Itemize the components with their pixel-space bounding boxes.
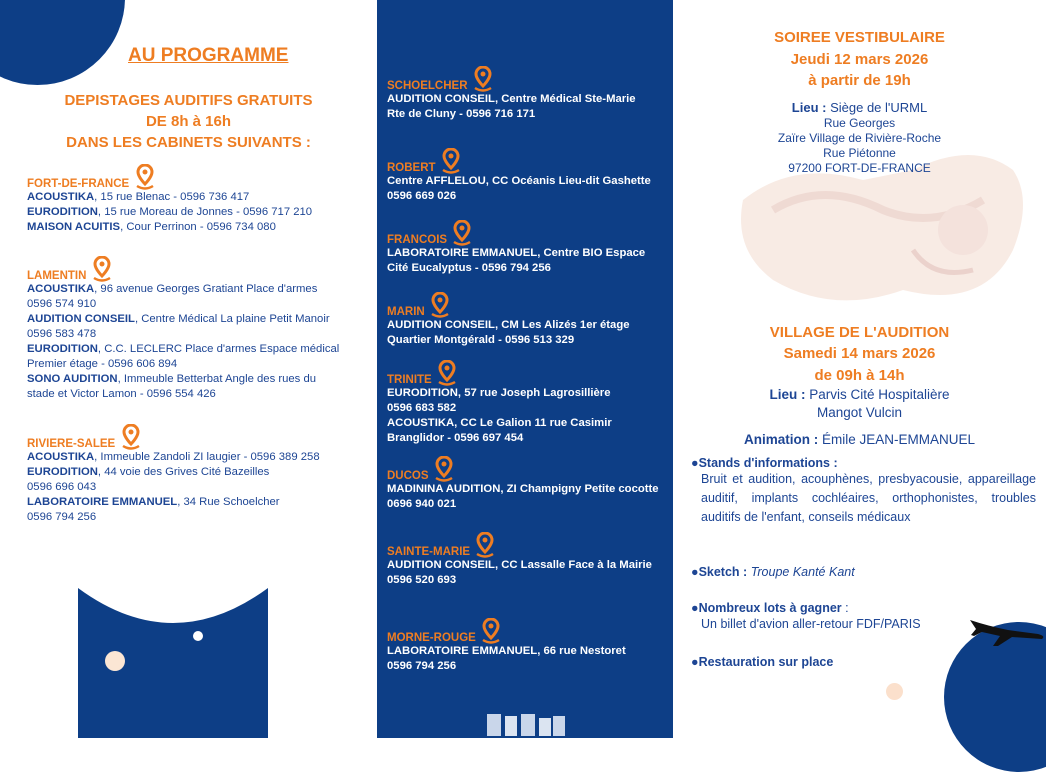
city-heading: [27, 424, 367, 450]
city-name: MORNE-ROUGE: [387, 632, 476, 644]
left-panel: [0, 0, 377, 738]
village-lieu-line2: Mangot Vulcin: [816, 405, 903, 420]
soiree-address-3: Rue Piétonne: [823, 146, 896, 160]
bullet-lots: ●Nombreux lots à gagner : Un billet d'avion aller-retour FDF/PARIS: [691, 601, 1036, 634]
city-heading: [27, 256, 367, 282]
decorative-shape: [78, 588, 268, 738]
list-item: ACOUSTIKA, 15 rue Blenac - 0596 736 417: [27, 191, 250, 203]
city-block-sainte-marie: [387, 532, 672, 588]
village-time: de 09h à 14h: [814, 367, 905, 384]
bullet-sketch: ●Sketch : Troupe Kanté Kant: [691, 565, 855, 579]
list-item: EURODITION, 44 voie des Grives Cité Bazeilles 0596 696 043: [27, 466, 270, 493]
subtitle-line-1: DEPISTAGES AUDITIFS GRATUITS: [64, 92, 313, 109]
bullet-restauration: ●Restauration sur place: [691, 655, 834, 669]
list-item: LABORATOIRE EMMANUEL, 34 Rue Schoelcher 0596 794 256: [27, 496, 280, 523]
location-pin-icon: [135, 164, 155, 190]
list-item: AUDITION CONSEIL, CM Les Alizés 1er étage Quartier Montgérald - 0596 513 329: [387, 319, 630, 346]
location-pin-icon: [441, 148, 461, 174]
subtitle-line-2: DE 8h à 16h: [145, 113, 232, 130]
city-name: FORT-DE-FRANCE: [27, 178, 130, 190]
decorative-circle: [0, 0, 125, 85]
list-item: MADININA AUDITION, ZI Champigny Petite cocotte 0696 940 021: [387, 483, 659, 510]
location-pin-icon: [473, 66, 493, 92]
village-title: VILLAGE DE L'AUDITION: [769, 324, 950, 341]
subtitle-line-3: DANS LES CABINETS SUIVANTS :: [66, 134, 311, 151]
list-item: ACOUSTIKA, Immeuble Zandoli ZI laugier - 0596 389 258: [27, 451, 320, 463]
city-block-schoelcher: [387, 66, 672, 122]
bullet-stands: ●Stands d'informations : Bruit et audition, acouphènes, presbyacousie, appareillage auditif, implants cochléaires, orthophonistes, troubles auditifs de l'enfant, conseils médicaux: [691, 456, 1036, 527]
location-pin-icon: [92, 256, 112, 282]
soiree-address-2: Zaïre Village de Rivière-Roche: [777, 131, 942, 145]
soiree-time: à partir de 19h: [808, 72, 911, 89]
city-block-lamentin: [27, 256, 367, 402]
bullet-dot-icon: ●: [691, 655, 699, 669]
list-item: EURODITION, C.C. LECLERC Place d'armes Espace médical Premier étage - 0596 606 894: [27, 343, 340, 370]
city-name: MARIN: [387, 306, 425, 318]
airplane-icon: [968, 612, 1046, 648]
city-block-fort-de-france: [27, 164, 367, 235]
list-item: AUDITION CONSEIL, Centre Médical Ste-Marie Rte de Cluny - 0596 716 171: [387, 93, 636, 120]
village-date: Samedi 14 mars 2026: [783, 345, 936, 362]
list-item: EURODITION, 15 rue Moreau de Jonnes - 0596 717 210: [27, 206, 313, 218]
decorative-dot: [886, 683, 903, 700]
village-animation: Animation : Émile JEAN-EMMANUEL: [743, 432, 976, 447]
location-pin-icon: [121, 424, 141, 450]
bullet-dot-icon: ●: [691, 565, 699, 579]
bullet-dot-icon: ●: [691, 601, 699, 615]
list-item: AUDITION CONSEIL, CC Lassalle Face à la Mairie 0596 520 693: [387, 559, 652, 586]
list-item: AUDITION CONSEIL, Centre Médical La plaine Petit Manoir 0596 583 478: [27, 313, 330, 340]
list-item: ACOUSTIKA, 96 avenue Georges Gratiant Place d'armes 0596 574 910: [27, 283, 318, 310]
city-name: DUCOS: [387, 470, 429, 482]
city-block-robert: [387, 148, 672, 204]
middle-panel: [377, 0, 673, 738]
soiree-date: Jeudi 12 mars 2026: [790, 51, 929, 68]
city-name: LAMENTIN: [27, 270, 87, 282]
city-block-morne-rouge: [387, 618, 672, 674]
city-name: SAINTE-MARIE: [387, 546, 471, 558]
city-name: ROBERT: [387, 162, 436, 174]
right-panel: [673, 0, 1046, 738]
bullet-body: Bruit et audition, acouphènes, presbyacousie, appareillage auditif, implants cochléaires, orthophonistes, troubles auditifs de l'enfant, conseils médicaux: [701, 472, 1036, 524]
soiree-title: SOIREE VESTIBULAIRE: [774, 29, 945, 46]
city-heading: [27, 164, 367, 190]
soiree-address-1: Rue Georges: [823, 116, 896, 130]
city-block-francois: [387, 220, 672, 276]
city-block-riviere-salee: [27, 424, 367, 525]
soiree-lieu: Lieu : Siège de l'URML: [791, 100, 928, 115]
location-pin-icon: [452, 220, 472, 246]
location-pin-icon: [437, 360, 457, 386]
city-name: SCHOELCHER: [387, 80, 468, 92]
list-item: MAISON ACUITIS, Cour Perrinon - 0596 734 080: [27, 221, 276, 233]
city-block-marin: [387, 292, 672, 348]
location-pin-icon: [434, 456, 454, 482]
partner-logos: [485, 710, 567, 738]
bullet-body: Un billet d'avion aller-retour FDF/PARIS: [701, 617, 921, 631]
soiree-address-4: 97200 FORT-DE-FRANCE: [788, 161, 931, 175]
list-item: LABORATOIRE EMMANUEL, Centre BIO Espace Cité Eucalyptus - 0596 794 256: [387, 247, 646, 274]
village-lieu: Lieu : Parvis Cité Hospitalière: [769, 387, 950, 402]
city-name: TRINITE: [387, 374, 432, 386]
list-item: EURODITION, 57 rue Joseph Lagrosillière 0596 683 582 ACOUSTIKA, CC Le Galion 11 rue Casimir Branglidor - 0596 697 454: [387, 387, 612, 444]
city-name: FRANCOIS: [387, 234, 448, 246]
location-pin-icon: [475, 532, 495, 558]
list-item: LABORATOIRE EMMANUEL, 66 rue Nestoret 0596 794 256: [387, 645, 626, 672]
location-pin-icon: [481, 618, 501, 644]
location-pin-icon: [430, 292, 450, 318]
list-item: Centre AFFLELOU, CC Océanis Lieu-dit Gashette 0596 669 026: [387, 175, 651, 202]
programme-title: AU PROGRAMME: [128, 45, 289, 66]
city-block-trinite: [387, 360, 672, 446]
city-name: RIVIERE-SALEE: [27, 438, 116, 450]
list-item: SONO AUDITION, Immeuble Betterbat Angle des rues du stade et Victor Lamon - 0596 554 426: [27, 373, 317, 400]
bullet-dot-icon: ●: [691, 456, 699, 470]
city-block-ducos: [387, 456, 672, 512]
